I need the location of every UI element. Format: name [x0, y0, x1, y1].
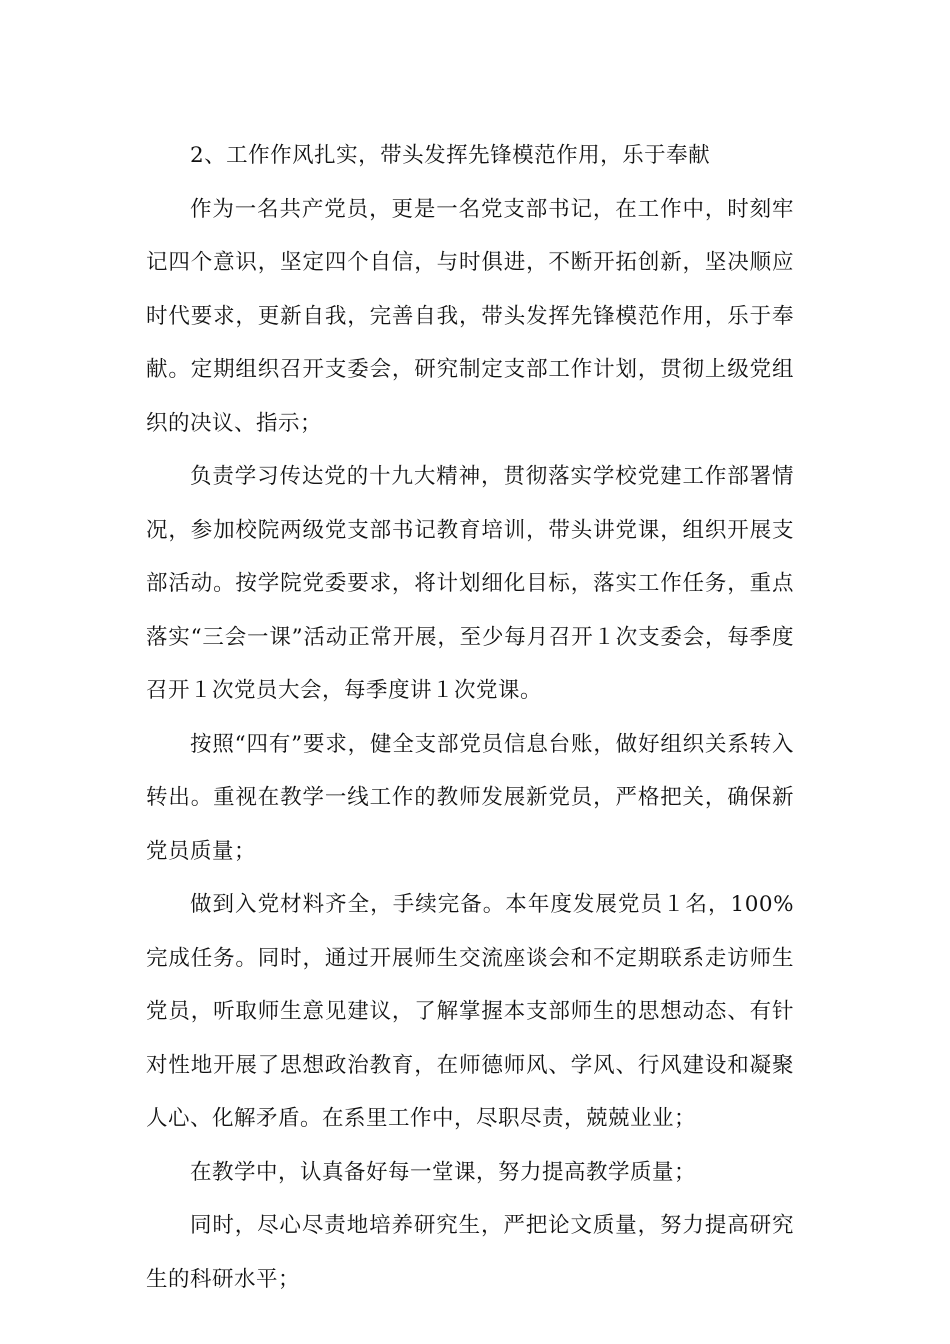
document-page — [146, 129, 794, 1306]
section-heading: 2、工作作风扎实，带头发挥先锋模范作用，乐于奉献 — [190, 143, 711, 168]
paragraph: 同时，尽心尽责地培养研究生，严把论文质量，努力提高研究生的科研水平； — [146, 1213, 794, 1292]
paragraph: 在教学中，认真备好每一堂课，努力提高教学质量； — [190, 1159, 697, 1185]
paragraph: 作为一名共产党员，更是一名党支部书记，在工作中，时刻牢记四个意识，坚定四个自信，与时俱进，不断开拓创新，坚决顺应时代要求，更新自我，完善自我，带头发挥先锋模范作用，乐于奉献。定期组织召开支委会，研究制定支部工作计划，贯彻上级党组织的决议、指示； — [146, 196, 794, 436]
paragraph: 按照“四有”要求，健全支部党员信息台账，做好组织关系转入转出。重视在教学一线工作的教师发展新党员，严格把关，确保新党员质量； — [146, 731, 794, 864]
paragraph: 做到入党材料齐全，手续完备。本年度发展党员１名，100%完成任务。同时，通过开展师生交流座谈会和不定期联系走访师生党员，听取师生意见建议，了解掌握本支部师生的思想动态、有针对性地开展了思想政治教育，在师德师风、学风、行风建设和凝聚人心、化解矛盾。在系里工作中，尽职尽责，兢兢业业； — [146, 892, 794, 1131]
paragraph: 负责学习传达党的十九大精神，贯彻落实学校党建工作部署情况，参加校院两级党支部书记教育培训，带头讲党课，组织开展支部活动。按学院党委要求，将计划细化目标，落实工作任务，重点落实“三会一课”活动正常开展，至少每月召开１次支委会，每季度召开１次党员大会，每季度讲１次党课。 — [146, 464, 794, 703]
